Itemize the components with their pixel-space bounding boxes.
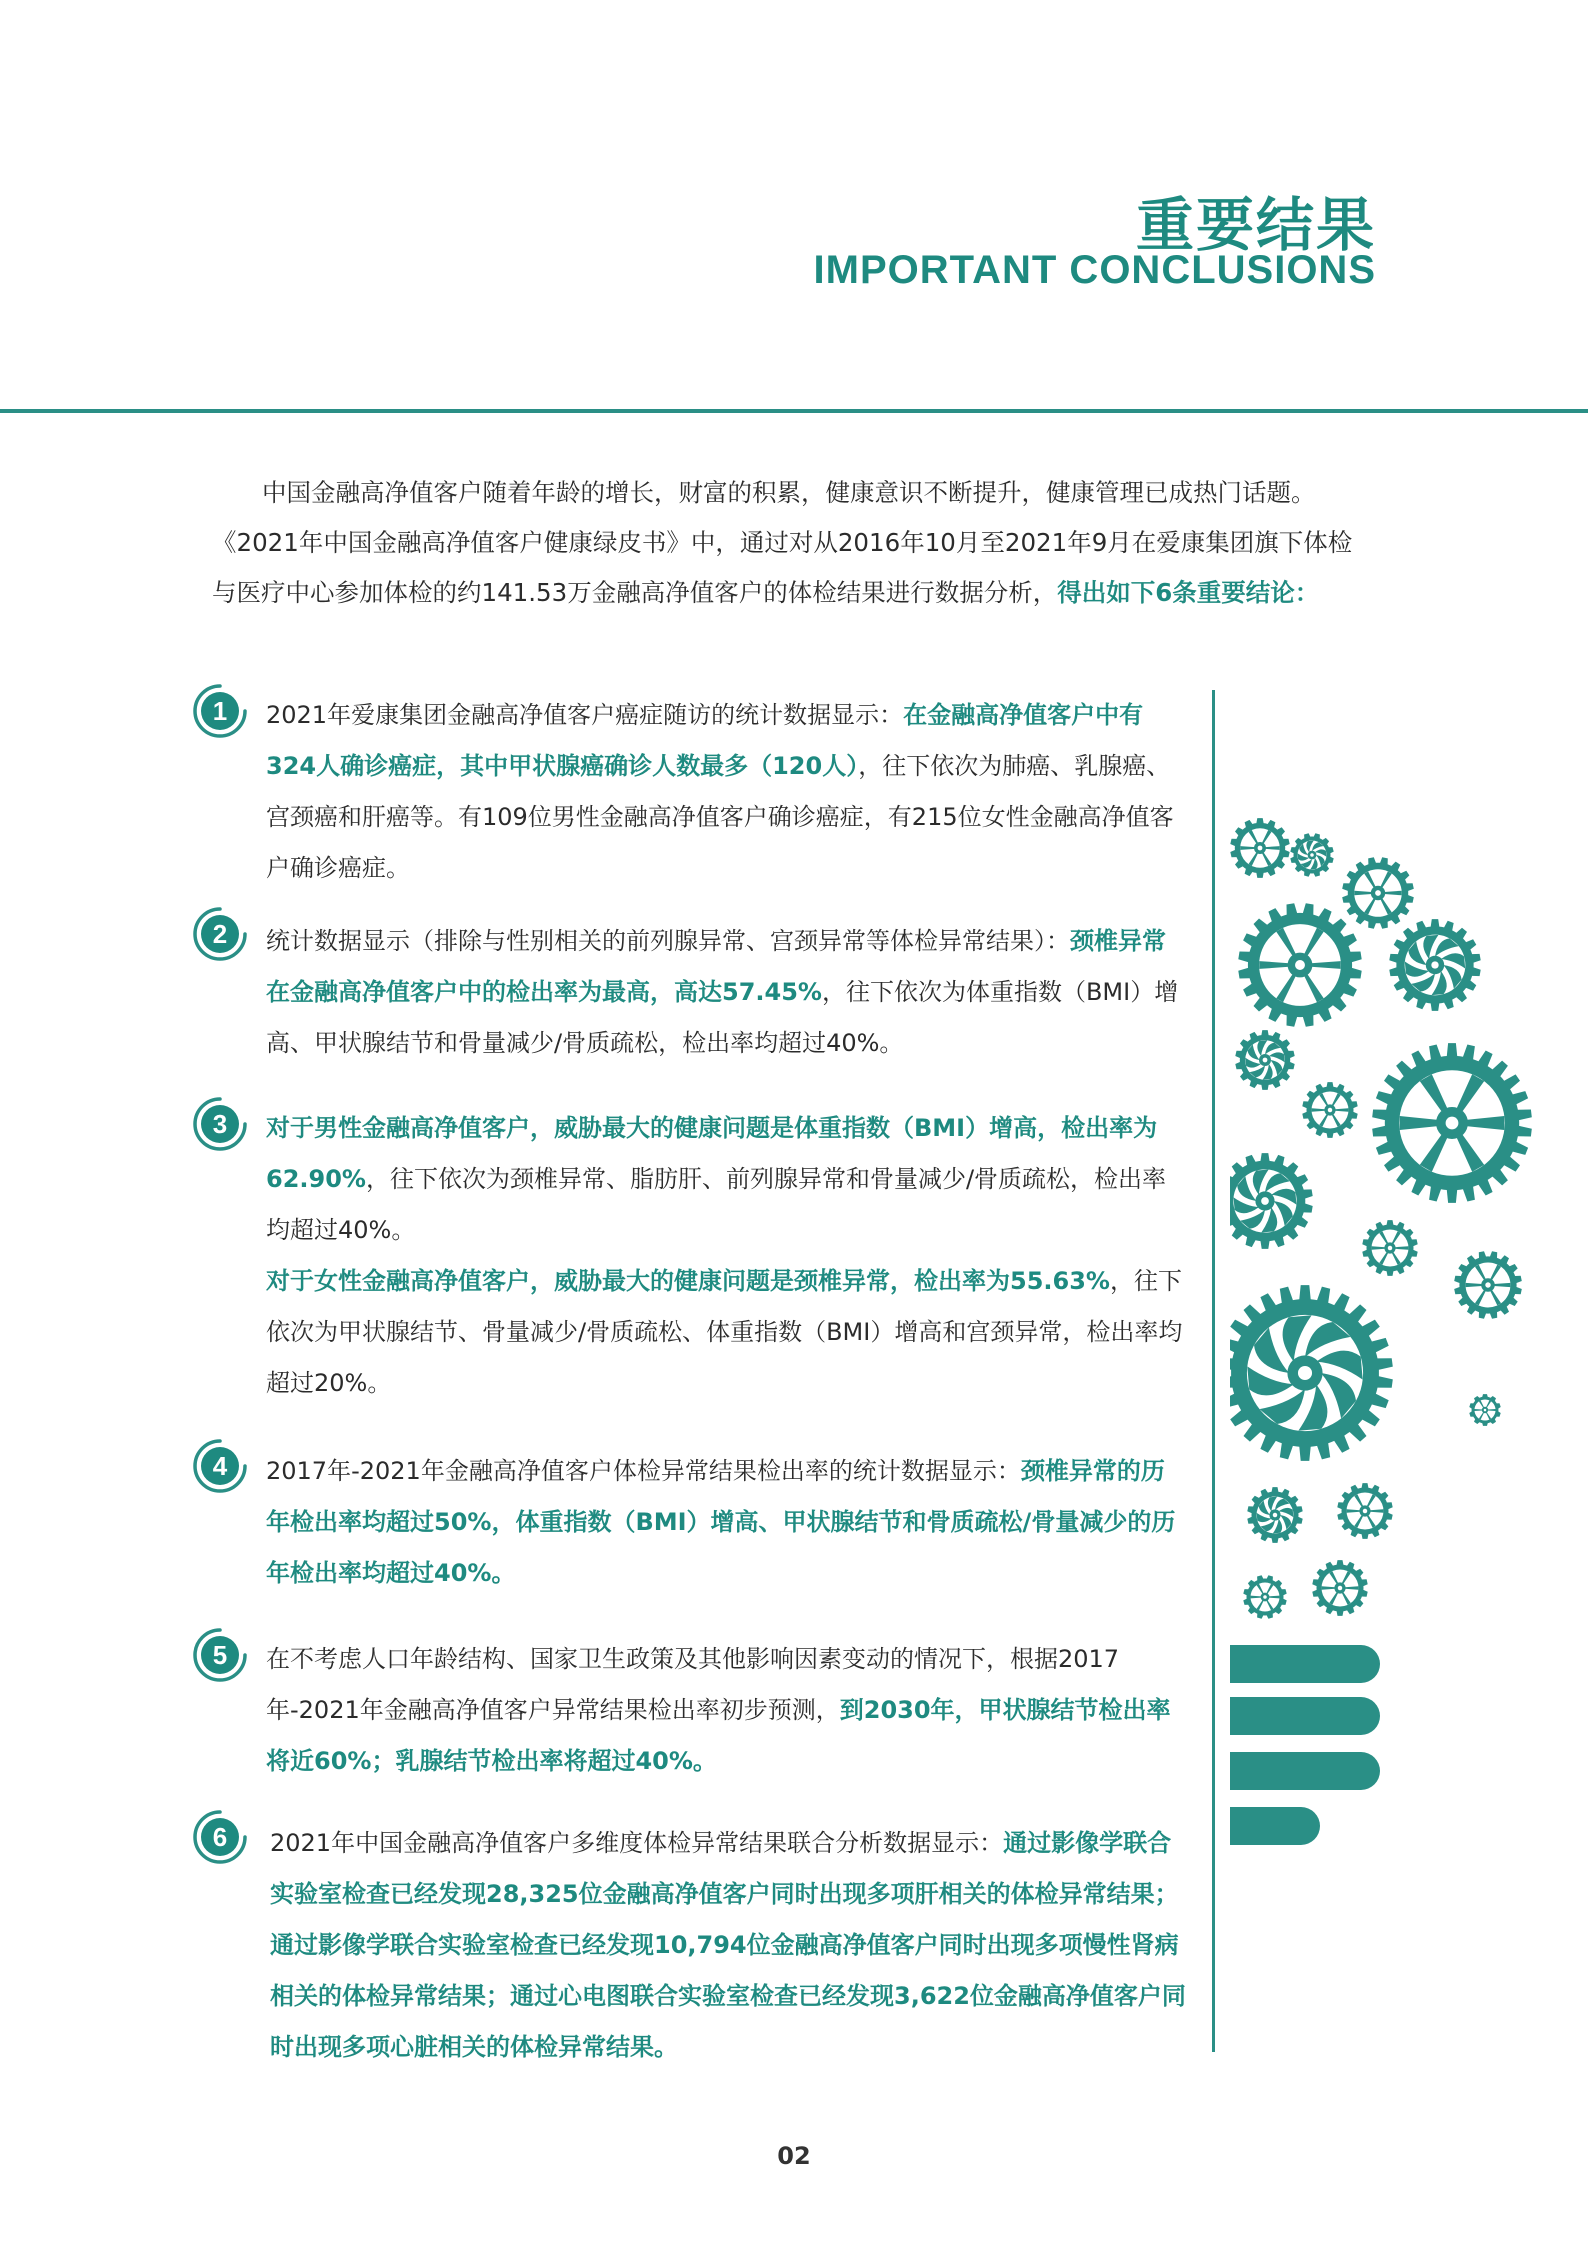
body-text: 2017年-2021年金融高净值客户体检异常结果检出率的统计数据显示： bbox=[266, 1457, 1021, 1485]
conclusion-paragraph bbox=[266, 916, 1186, 1069]
badge-number: 2 bbox=[212, 919, 228, 949]
gear-icon bbox=[1454, 1251, 1522, 1319]
page-number: 02 bbox=[777, 2142, 811, 2170]
gear-icon bbox=[1372, 1043, 1532, 1203]
body-text: 在不考虑人口年龄结构、国家卫生政策及其他影响因素变动的情况下，根据2017年-2021年金融高净值客户异常结果检出率初步预测， bbox=[266, 1645, 1120, 1724]
conclusion-text bbox=[266, 1103, 1186, 1409]
intro-highlight: 得出如下6条重要结论： bbox=[1057, 578, 1320, 607]
conclusion-paragraph bbox=[266, 690, 1186, 894]
intro-text: 中国金融高净值客户随着年龄的增长，财富的积累，健康意识不断提升，健康管理已成热门话题。《2021年中国金融高净值客户健康绿皮书》中，通过对从2016年10月至2021年9月在爱康集团旗下体检与医疗中心参加体检的约141.53万金融高净值客户的体检结果进行数据分析， bbox=[212, 478, 1353, 607]
highlight-text: 通过影像学联合实验室检查已经发现28,325位金融高净值客户同时出现多项肝相关的体检异常结果；通过影像学联合实验室检查已经发现10,794位金融高净值客户同时出现多项慢性肾病相关的体检异常结果；通过心电图联合实验室检查已经发现3,622位金融高净值客户同时出现多项心脏相关的体检异常结果。 bbox=[270, 1829, 1186, 2061]
body-text: 2021年中国金融高净值客户多维度体检异常结果联合分析数据显示： bbox=[270, 1829, 1004, 1857]
gear-icon bbox=[1389, 919, 1480, 1011]
highlight-text: 对于女性金融高净值客户，威胁最大的健康问题是颈椎异常，检出率为55.63% bbox=[266, 1267, 1110, 1295]
number-badge-icon bbox=[192, 906, 248, 962]
gear-icon bbox=[1230, 818, 1289, 878]
highlight-text: 颈椎异常在金融高净值客户中的检出率为最高，高达57.45% bbox=[266, 927, 1166, 1006]
conclusion-text bbox=[270, 1818, 1190, 2073]
body-text: 2021年爱康集团金融高净值客户癌症随访的统计数据显示： bbox=[266, 701, 904, 729]
decorative-bar bbox=[1230, 1752, 1380, 1790]
decorative-vertical-line bbox=[1212, 690, 1215, 2052]
highlight-text: 在金融高净值客户中有324人确诊癌症，其中甲状腺癌确诊人数最多（120人） bbox=[266, 701, 1144, 780]
gear-icon bbox=[1469, 1394, 1500, 1426]
gear-icon bbox=[1362, 1220, 1417, 1276]
page-title-en: IMPORTANT CONCLUSIONS bbox=[813, 248, 1376, 292]
number-badge-icon bbox=[192, 1096, 248, 1152]
gear-icon bbox=[1235, 1030, 1294, 1090]
decorative-bar bbox=[1230, 1697, 1380, 1735]
number-badge-icon bbox=[192, 1809, 248, 1865]
gears-decoration-icon bbox=[1230, 815, 1550, 1860]
badge-number: 6 bbox=[212, 1822, 228, 1852]
body-text: 统计数据显示（排除与性别相关的前列腺异常、宫颈异常等体检异常结果）： bbox=[266, 927, 1070, 955]
conclusion-paragraph bbox=[266, 1256, 1186, 1409]
badge-number: 5 bbox=[212, 1640, 228, 1670]
conclusion-paragraph bbox=[270, 1818, 1190, 2073]
gear-icon bbox=[1290, 833, 1333, 876]
gear-icon bbox=[1243, 1575, 1286, 1618]
number-badge-icon bbox=[192, 1627, 248, 1683]
body-text: ，往下依次为肺癌、乳腺癌、宫颈癌和肝癌等。有109位男性金融高净值客户确诊癌症，有215位女性金融高净值客户确诊癌症。 bbox=[266, 752, 1174, 882]
page-title-cn: 重要结果 bbox=[1135, 191, 1376, 259]
gear-icon bbox=[1230, 1285, 1393, 1461]
conclusion-text bbox=[266, 916, 1186, 1069]
header-divider bbox=[0, 409, 1588, 413]
highlight-text: 颈椎异常的历年检出率均超过50%，体重指数（BMI）增高、甲状腺结节和骨质疏松/骨量减少的历年检出率均超过40%。 bbox=[266, 1457, 1176, 1587]
conclusion-paragraph bbox=[266, 1446, 1186, 1599]
badge-number: 3 bbox=[212, 1109, 228, 1139]
highlight-text: 对于男性金融高净值客户，威胁最大的健康问题是体重指数（BMI）增高，检出率为62.90% bbox=[266, 1114, 1158, 1193]
gear-icon bbox=[1342, 857, 1414, 929]
highlight-text: 到2030年，甲状腺结节检出率将近60%；乳腺结节检出率将超过40%。 bbox=[266, 1696, 1171, 1775]
conclusion-paragraph bbox=[266, 1634, 1186, 1787]
gear-icon bbox=[1337, 1483, 1392, 1539]
intro-paragraph bbox=[212, 468, 1374, 618]
conclusion-text bbox=[266, 1634, 1186, 1787]
gear-icon bbox=[1312, 1560, 1367, 1616]
body-text: ，往下依次为颈椎异常、脂肪肝、前列腺异常和骨量减少/骨质疏松，检出率均超过40%。 bbox=[266, 1165, 1167, 1244]
conclusion-paragraph bbox=[266, 1103, 1186, 1256]
number-badge-icon bbox=[192, 683, 248, 739]
gear-icon bbox=[1238, 903, 1361, 1026]
badge-number: 1 bbox=[212, 696, 228, 726]
badge-number: 4 bbox=[212, 1451, 228, 1481]
gear-icon bbox=[1247, 1487, 1302, 1543]
gear-icon bbox=[1302, 1082, 1357, 1138]
body-text: ，往下依次为体重指数（BMI）增高、甲状腺结节和骨量减少/骨质疏松，检出率均超过40%。 bbox=[266, 978, 1179, 1057]
conclusion-text bbox=[266, 690, 1186, 894]
gear-icon bbox=[1230, 1153, 1313, 1249]
decorative-bar bbox=[1230, 1645, 1380, 1683]
body-text: ，往下依次为甲状腺结节、骨量减少/骨质疏松、体重指数（BMI）增高和宫颈异常，检出率均超过20%。 bbox=[266, 1267, 1183, 1397]
number-badge-icon bbox=[192, 1438, 248, 1494]
conclusion-text bbox=[266, 1446, 1186, 1599]
